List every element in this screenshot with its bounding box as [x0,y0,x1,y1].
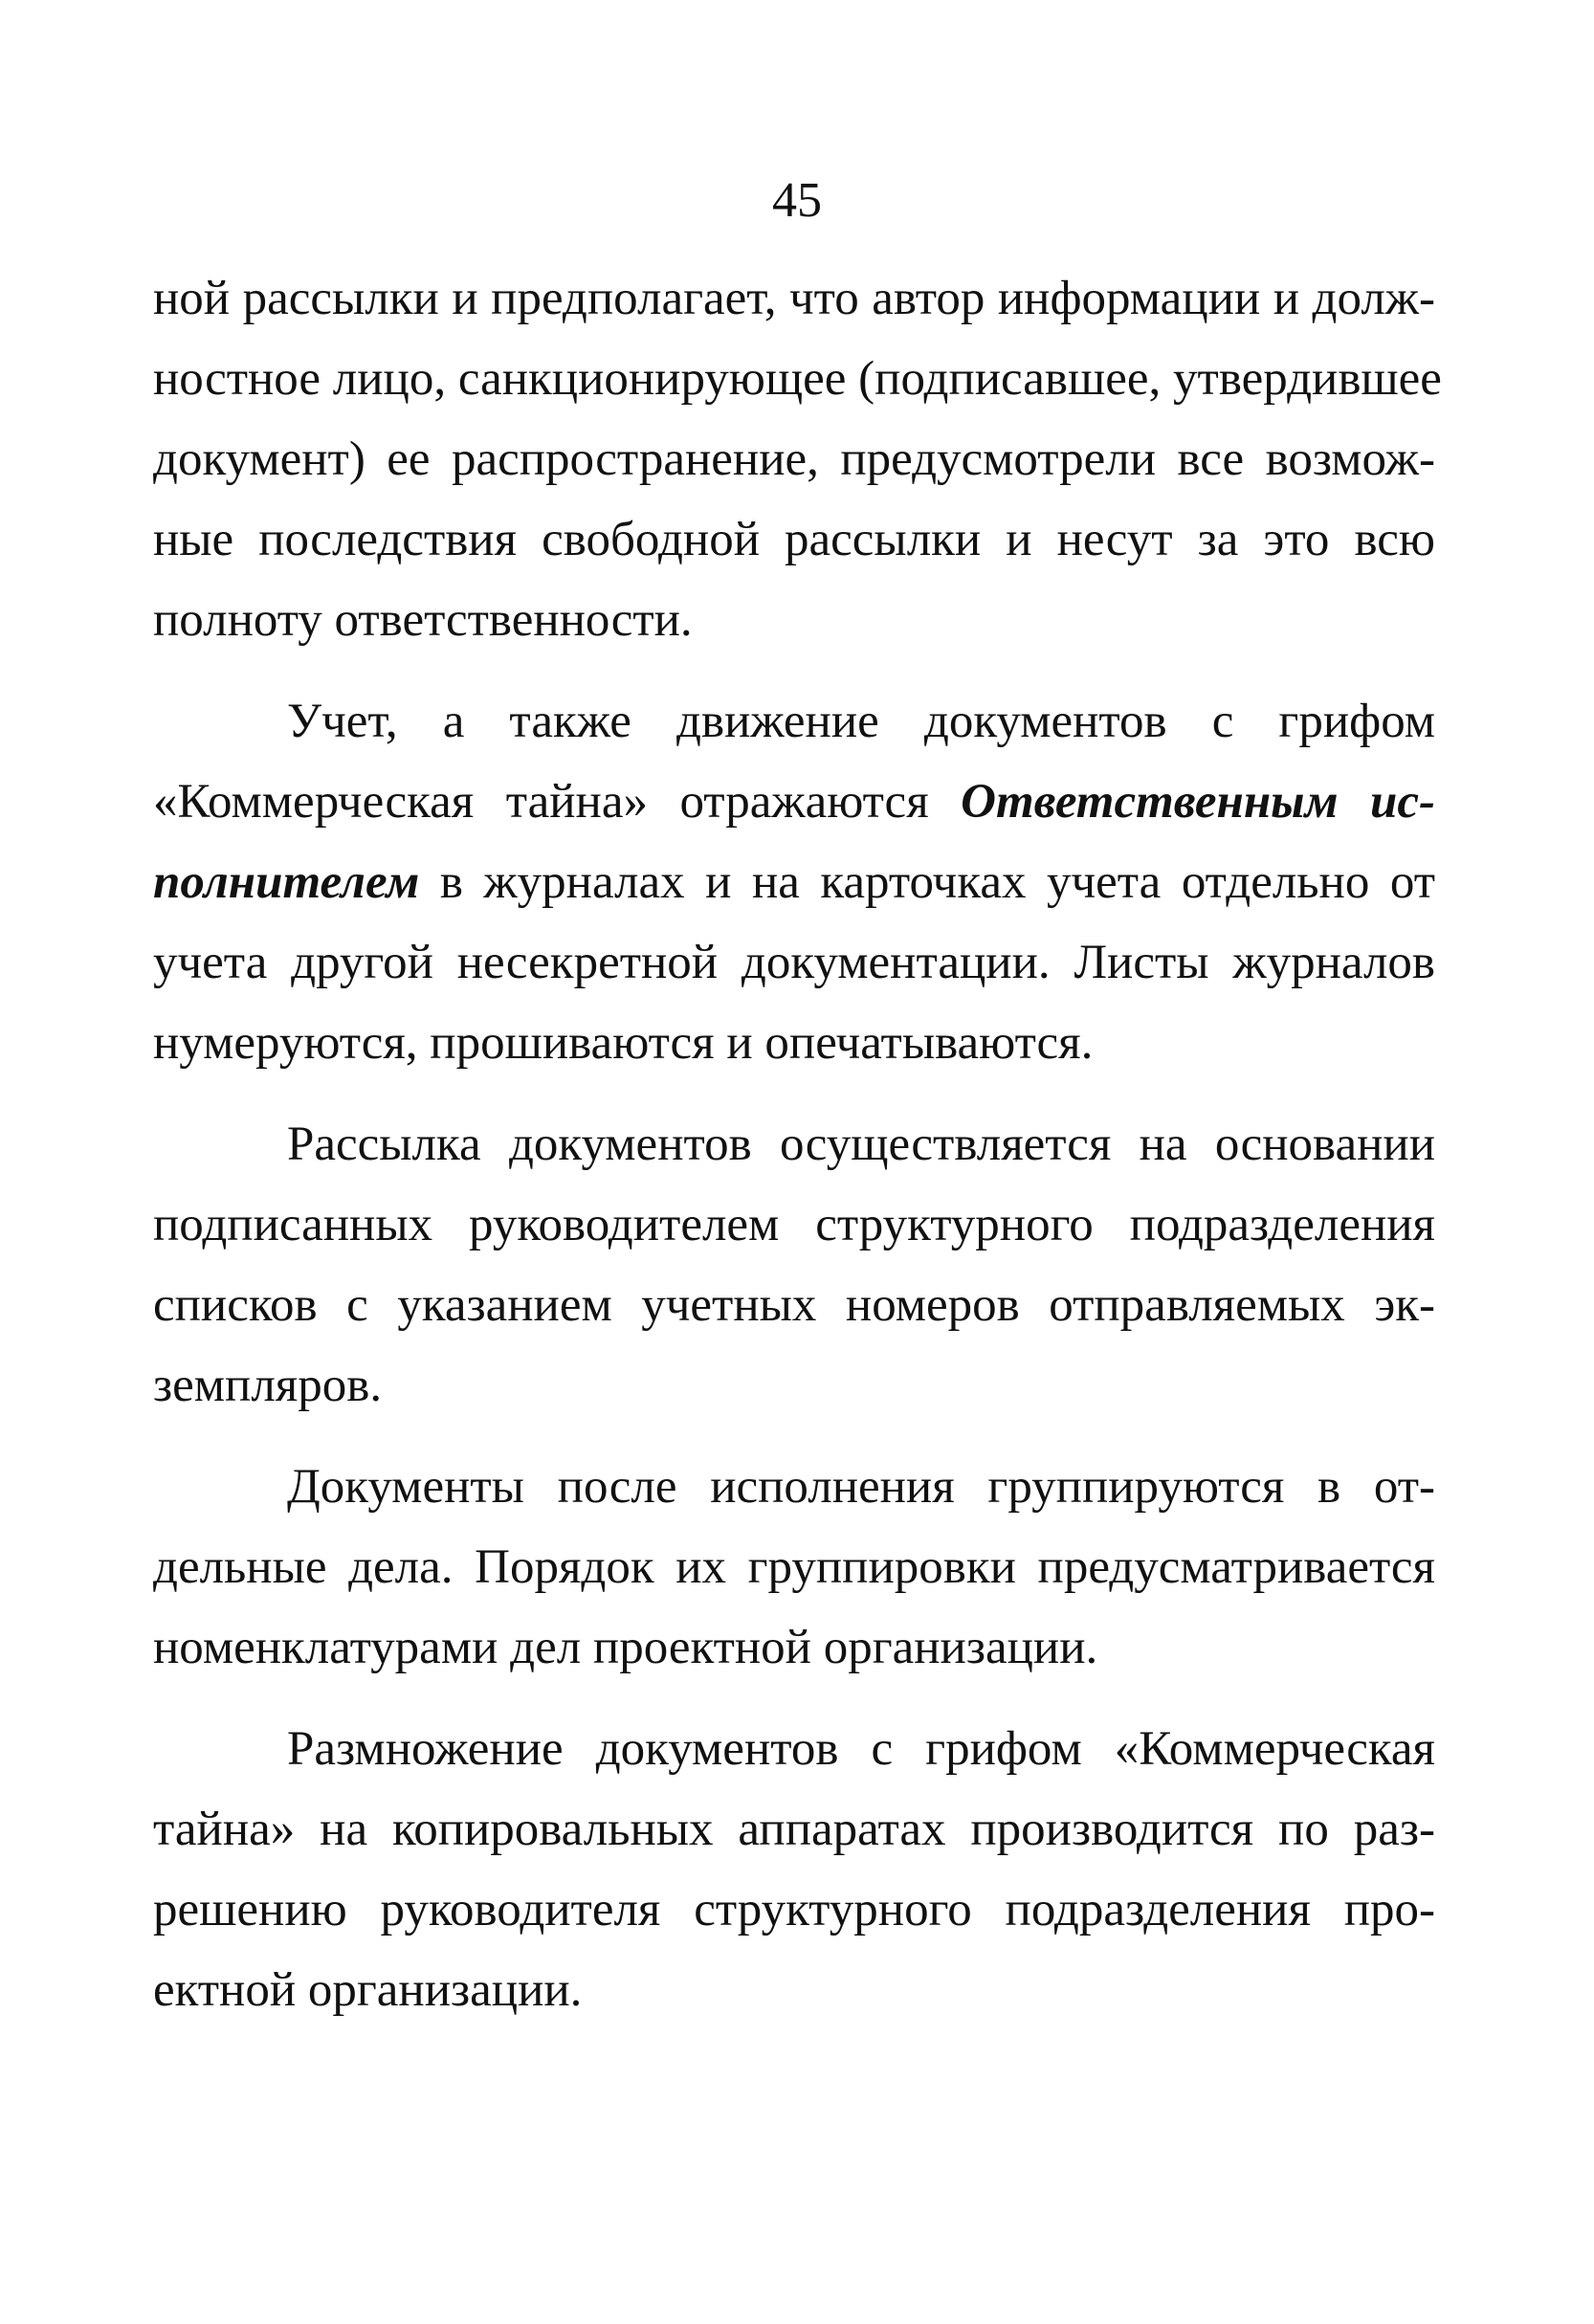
text-line: решению руководителя структурного подразделения про- [153,1883,1435,1937]
text-line [153,842,1435,922]
text-line: ностное лицо, санкционирующее (подписавшее, утвердившее [153,352,1442,406]
body-text [153,258,1442,2030]
paragraph-copying [153,1709,1435,2030]
text-line: подписанных руководителем структурного подразделения [153,1198,1435,1251]
text-line: Документы после исполнения группируются в от- [287,1460,1435,1514]
text-line: списков с указанием учетных номеров отправляемых эк- [153,1278,1435,1332]
text-line: тайна» на копировальных аппаратах производится по раз- [153,1803,1435,1856]
text-line: нумеруются, прошиваются и опечатываются. [153,1016,1094,1070]
text-line: земпляров. [153,1359,383,1412]
text-segment: в журналах и на карточках учета отдельно от [419,855,1435,909]
page-number: 45 [772,173,822,228]
text-line: ной рассылки и предполагает, что автор информации и долж- [153,272,1435,325]
text-line: полноту ответственности. [153,593,693,647]
text-line: Учет, а также движение документов с грифом [287,695,1435,748]
paragraph-accounting [153,681,1435,1083]
text-line: Рассылка документов осуществляется на основании [287,1118,1435,1171]
paragraph-grouping [153,1447,1435,1688]
emphasized-term: полнителем [153,855,420,909]
text-line: ектной организации. [153,1963,583,2017]
text-line [153,762,1435,842]
paragraph-continuation [153,258,1442,660]
text-line: номенклатурами дел проектной организации. [153,1621,1098,1674]
emphasized-term: Ответственным ис- [961,775,1435,829]
text-line: документ) ее распространение, предусмотрели все возмож- [153,432,1435,486]
text-segment: «Коммерческая тайна» отражаются [153,775,962,829]
paragraph-distribution [153,1104,1435,1426]
text-line: ные последствия свободной рассылки и несут за это всю [153,513,1435,566]
text-line: дельные дела. Порядок их группировки предусматривается [153,1540,1435,1594]
text-line: Размножение документов с грифом «Коммерческая [287,1722,1435,1776]
text-line: учета другой несекретной документации. Листы журналов [153,936,1435,989]
